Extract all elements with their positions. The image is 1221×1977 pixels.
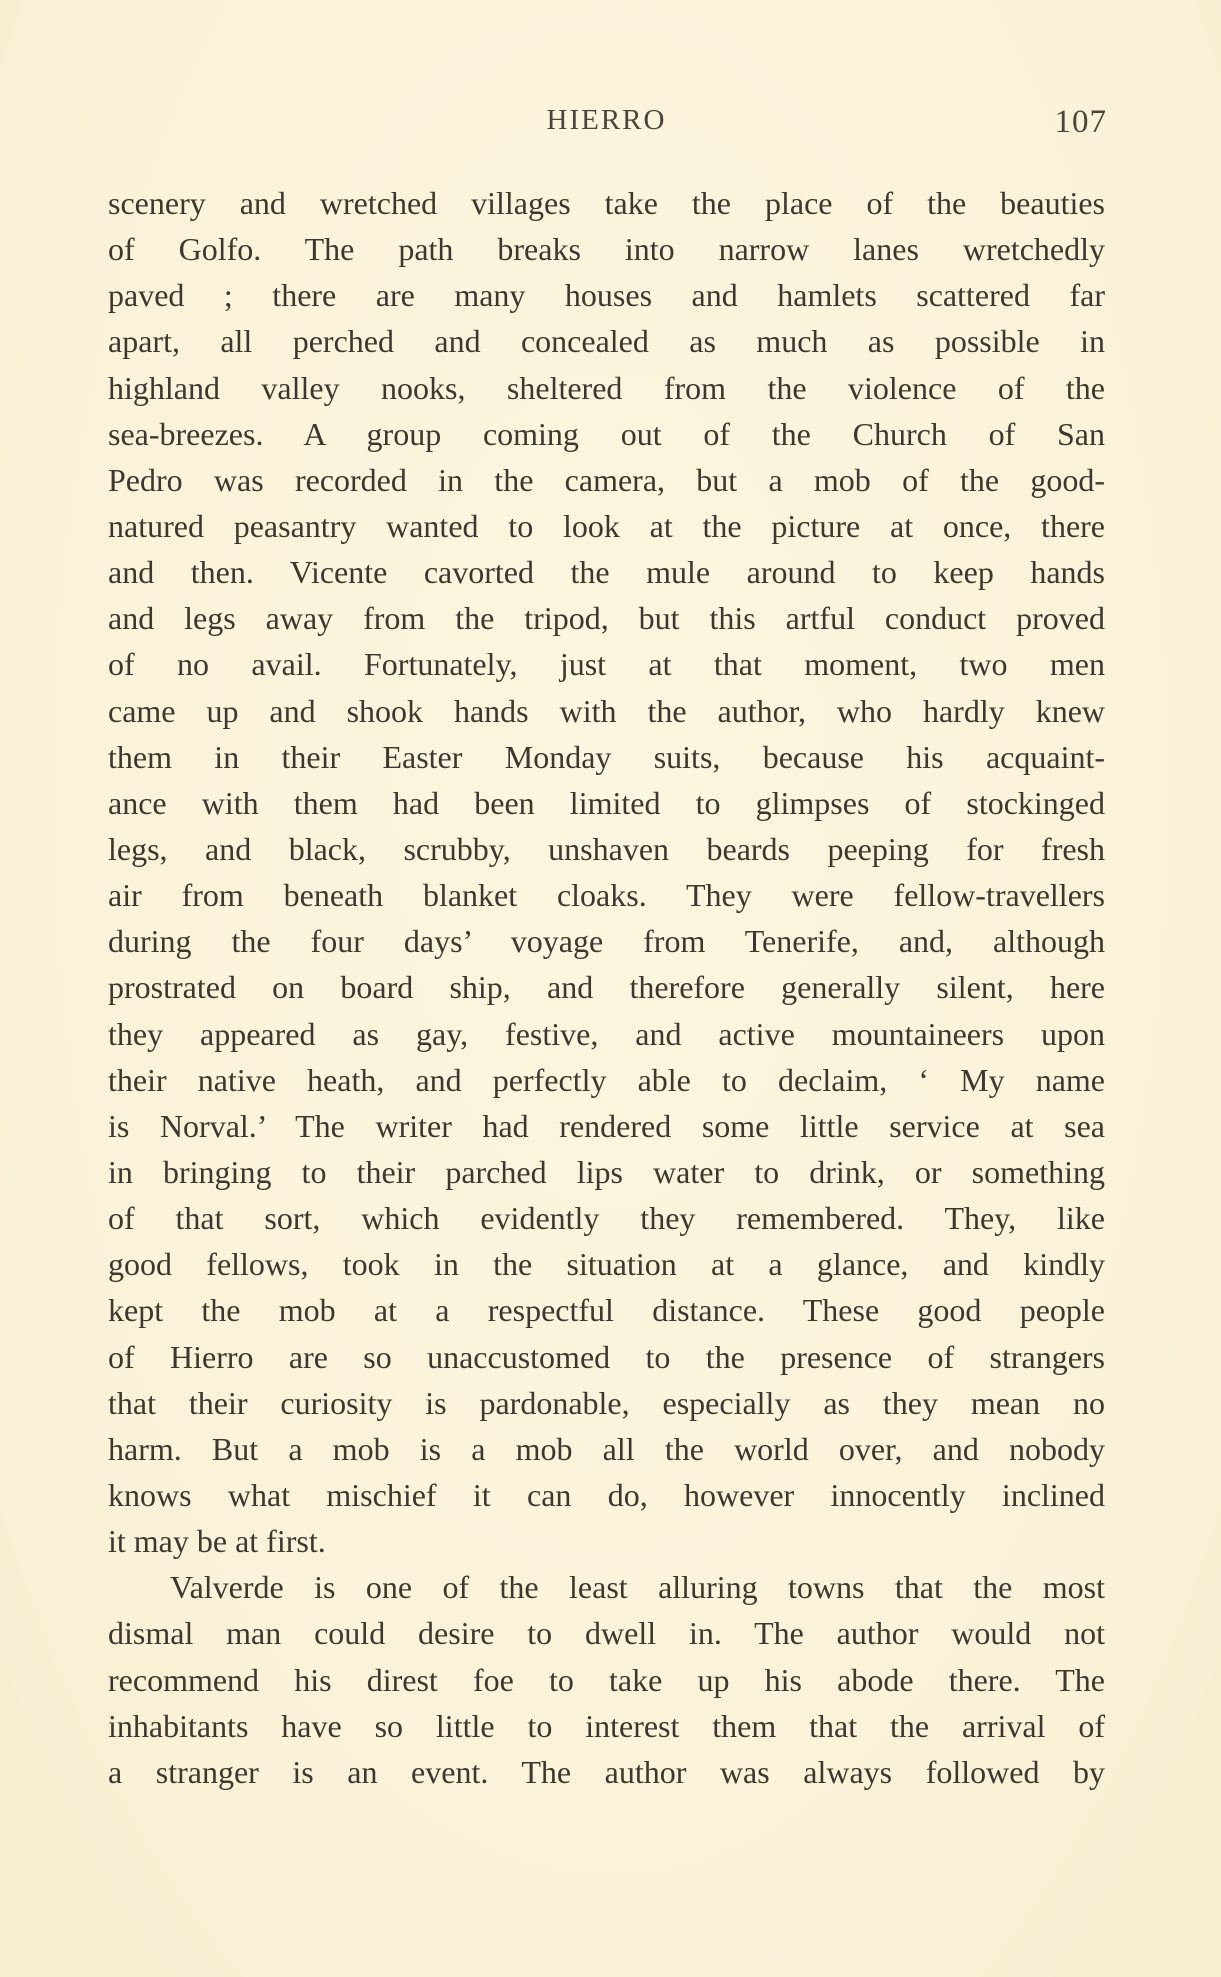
text-line: sea-breezes. A group coming out of the Church of San	[108, 415, 1105, 452]
text-line: and legs away from the tripod, but this artful conduct proved	[108, 600, 1105, 637]
text-line: in bringing to their parched lips water to drink, or something	[108, 1153, 1105, 1190]
text-line: good fellows, took in the situation at a glance, and kindly	[108, 1246, 1105, 1283]
page-number: 107	[1054, 104, 1107, 140]
text-line: came up and shook hands with the author, who hardly knew	[108, 692, 1105, 729]
text-line: ance with them had been limited to glimpses of stockinged	[108, 784, 1105, 821]
running-head	[108, 104, 1105, 144]
text-line: of no avail. Fortunately, just at that moment, two men	[108, 646, 1105, 683]
text-line: they appeared as gay, festive, and active mountaineers upon	[108, 1015, 1105, 1052]
text-line: prostrated on board ship, and therefore generally silent, here	[108, 969, 1105, 1006]
text-line: and then. Vicente cavorted the mule around to keep hands	[108, 554, 1105, 591]
text-line: paved ; there are many houses and hamlets scattered far	[108, 277, 1105, 314]
text-line: dismal man could desire to dwell in. The author would not	[108, 1615, 1105, 1652]
text-line: is Norval.’ The writer had rendered some little service at sea	[108, 1107, 1105, 1144]
text-line: air from beneath blanket cloaks. They were fellow-travellers	[108, 877, 1105, 914]
text-line: during the four days’ voyage from Tenerife, and, although	[108, 923, 1105, 960]
paragraph	[108, 180, 1105, 1564]
text-line: highland valley nooks, sheltered from the violence of the	[108, 369, 1105, 406]
text-line: natured peasantry wanted to look at the picture at once, there	[108, 507, 1105, 544]
text-line: Valverde is one of the least alluring towns that the most	[170, 1569, 1105, 1606]
text-line: of Hierro are so unaccustomed to the presence of strangers	[108, 1338, 1105, 1375]
text-line: of that sort, which evidently they remembered. They, like	[108, 1200, 1105, 1237]
text-line: apart, all perched and concealed as much as possible in	[108, 323, 1105, 360]
text-line: kept the mob at a respectful distance. These good people	[108, 1292, 1105, 1329]
text-line: Pedro was recorded in the camera, but a mob of the good-	[108, 461, 1105, 498]
running-title: HIERRO	[546, 104, 667, 136]
text-line: that their curiosity is pardonable, especially as they mean no	[108, 1384, 1105, 1421]
text-line: legs, and black, scrubby, unshaven beards peeping for fresh	[108, 830, 1105, 867]
text-line: harm. But a mob is a mob all the world over, and nobody	[108, 1430, 1105, 1467]
text-line: knows what mischief it can do, however innocently inclined	[108, 1476, 1105, 1513]
text-line: recommend his direst foe to take up his abode there. The	[108, 1661, 1105, 1698]
paragraph	[108, 1564, 1105, 1795]
text-line: of Golfo. The path breaks into narrow lanes wretchedly	[108, 231, 1105, 268]
body-text	[108, 180, 1105, 1795]
text-line: scenery and wretched villages take the place of the beauties	[108, 185, 1105, 221]
text-line: a stranger is an event. The author was always followed by	[108, 1753, 1105, 1790]
text-line: inhabitants have so little to interest them that the arrival of	[108, 1707, 1105, 1744]
text-line: it may be at first.	[108, 1523, 326, 1560]
text-line: them in their Easter Monday suits, because his acquaint-	[108, 738, 1105, 775]
text-line: their native heath, and perfectly able to declaim, ‘ My name	[108, 1061, 1105, 1098]
